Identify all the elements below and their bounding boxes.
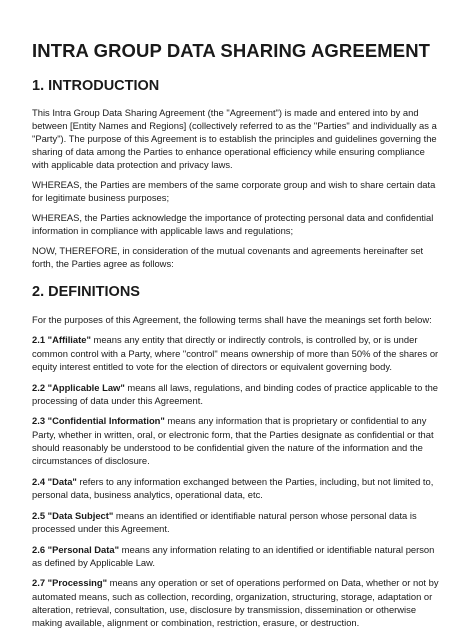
definition-affiliate — [32, 333, 444, 373]
definition-text: means any operation or set of operations performed on Data, whether or not by automated means, such as collection, recording, organization, structuring, storage, adaptation or alteration, retrieval, consultation, use, disclosure by transmission, dissemination or otherwise making available, alignment or combination, restriction, erasure, or destruction. — [32, 577, 439, 629]
definition-term: 2.4 "Data" — [32, 475, 77, 487]
definition-data — [32, 475, 444, 501]
definition-text: means any information that is proprietary or confidential to any Party, whether in written, oral, or electronic form, that the Parties designate as confidential or that should reasonably be understood to be confidential given the nature of the information and the circumstances of disclosure. — [32, 415, 434, 467]
introduction-paragraph-now-therefore: NOW, THEREFORE, in consideration of the mutual covenants and agreements hereinafter set forth, the Parties agree as follows: — [32, 244, 424, 270]
introduction-paragraph-whereas-protection: WHEREAS, the Parties acknowledge the importance of protecting personal data and confidential information in compliance with applicable laws and regulations; — [32, 212, 434, 237]
introduction-section — [32, 78, 444, 270]
definition-personal-data — [32, 543, 444, 569]
definitions-heading: 2. DEFINITIONS — [32, 284, 140, 301]
definition-term: 2.6 "Personal Data" — [32, 543, 120, 555]
definition-term: 2.1 "Affiliate" — [32, 334, 91, 346]
definition-term: 2.3 "Confidential Information" — [32, 415, 165, 427]
definition-confidential-information — [32, 414, 444, 467]
definition-text: refers to any information exchanged between the Parties, including, but not limited to, personal data, business analytics, operational data, etc. — [32, 475, 434, 500]
definition-processing — [32, 576, 444, 629]
definition-text: means an identified or identifiable natural person whose personal data is processed under this Agreement. — [32, 509, 417, 534]
definitions-lead: For the purposes of this Agreement, the following terms shall have the meanings set forth below: — [32, 313, 432, 325]
introduction-paragraph-whereas-group: WHEREAS, the Parties are members of the same corporate group and wish to share certain data for legitimate business purposes; — [32, 179, 436, 204]
definition-term: 2.7 "Processing" — [32, 577, 108, 589]
definitions-section — [32, 284, 444, 629]
introduction-paragraph-purpose: This Intra Group Data Sharing Agreement (the "Agreement") is made and entered into by and between [Entity Names and Regions] (collectively referred to as the "Parties" and individually as a "Party"). The purpose of this Agreement is to establish the principles and guidelines governing the sharing of data among the Parties to enhance operational efficiency while ensuring compliance with applicable data protection and privacy laws. — [32, 106, 437, 171]
definition-applicable-law — [32, 381, 444, 407]
definition-term: 2.5 "Data Subject" — [32, 509, 114, 521]
introduction-heading: 1. INTRODUCTION — [32, 78, 160, 95]
definition-text: means any entity that directly or indirectly controls, is controlled by, or is under common control with a Party, where "control" means ownership of more than 50% of the shares or equity interest entitled to vote for the election of directors or equivalent governing body. — [32, 334, 439, 372]
definition-text: means any information relating to an identified or identifiable natural person as defined by Applicable Law. — [32, 543, 435, 568]
definition-term: 2.2 "Applicable Law" — [32, 381, 125, 393]
definition-text: means all laws, regulations, and binding codes of practice applicable to the processing of data under this Agreement. — [32, 381, 438, 406]
document-title: INTRA GROUP DATA SHARING AGREEMENT — [32, 40, 431, 61]
definition-data-subject — [32, 509, 444, 535]
